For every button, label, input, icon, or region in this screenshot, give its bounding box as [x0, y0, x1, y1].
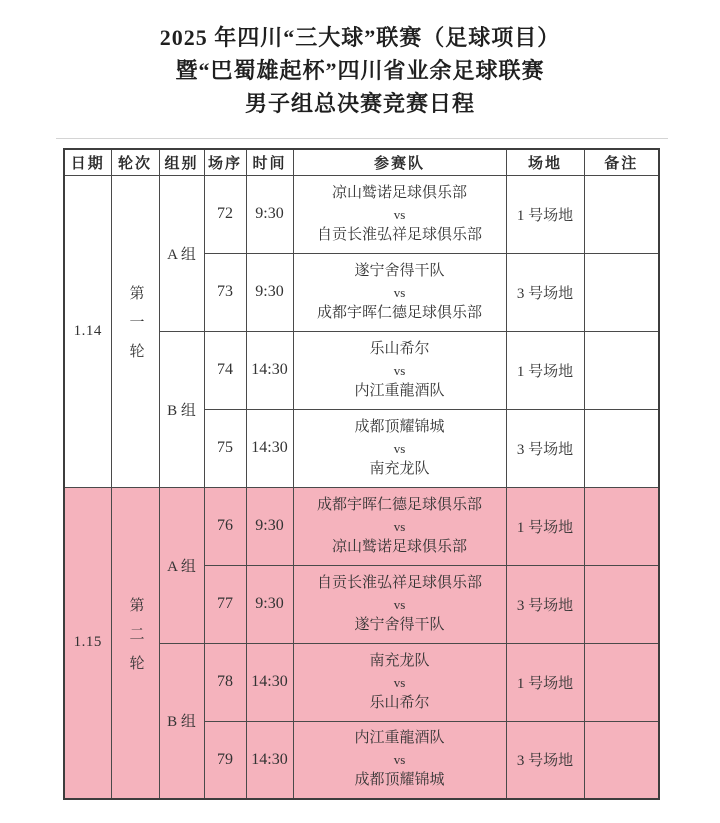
header-row — [64, 149, 659, 175]
title-line-3: 男子组总决赛竞赛日程 — [244, 91, 475, 116]
home-team: 遂宁舍得干队 — [354, 262, 445, 279]
note-cell — [584, 331, 659, 409]
document-title — [0, 0, 720, 120]
away-team: 自贡长淮弘祥足球俱乐部 — [316, 226, 482, 243]
vs-label: vs — [393, 674, 406, 690]
vs-label: vs — [393, 362, 406, 378]
match-time-cell: 9:30 — [246, 253, 293, 331]
match-time-cell: 9:30 — [246, 565, 293, 643]
title-line-1: 2025 年四川“三大球”联赛（足球项目） — [159, 25, 561, 50]
group-cell: B 组 — [159, 643, 204, 799]
match-no-cell: 77 — [204, 565, 246, 643]
home-team: 成都宇晖仁德足球俱乐部 — [316, 496, 482, 513]
venue-cell: 1 号场地 — [506, 331, 584, 409]
round-label: 第一轮 — [127, 285, 144, 372]
note-cell — [584, 565, 659, 643]
col-header-group: 组别 — [159, 149, 204, 175]
teams-cell — [293, 721, 506, 799]
col-header-time: 时间 — [246, 149, 293, 175]
match-time-cell: 9:30 — [246, 175, 293, 253]
note-cell — [584, 487, 659, 565]
venue-cell: 3 号场地 — [506, 721, 584, 799]
note-cell — [584, 409, 659, 487]
away-team: 南充龙队 — [369, 460, 430, 477]
schedule-table — [63, 148, 660, 800]
teams-cell — [293, 565, 506, 643]
match-no-cell: 73 — [204, 253, 246, 331]
home-team: 自贡长淮弘祥足球俱乐部 — [316, 574, 482, 591]
away-team: 内江重龍酒队 — [354, 382, 445, 399]
match-row — [64, 487, 659, 565]
col-header-round: 轮次 — [111, 149, 159, 175]
vs-label: vs — [393, 518, 406, 534]
note-cell — [584, 721, 659, 799]
round-cell — [111, 175, 159, 487]
venue-cell: 1 号场地 — [506, 643, 584, 721]
away-team: 凉山鹫诺足球俱乐部 — [331, 538, 467, 555]
date-cell: 1.14 — [64, 175, 111, 487]
home-team: 成都顶耀锦城 — [354, 418, 445, 435]
venue-cell: 3 号场地 — [506, 253, 584, 331]
col-header-match-no: 场序 — [204, 149, 246, 175]
vs-label: vs — [393, 206, 406, 222]
group-cell: A 组 — [159, 487, 204, 643]
home-team: 乐山希尔 — [369, 340, 430, 357]
away-team: 成都宇晖仁德足球俱乐部 — [316, 304, 482, 321]
venue-cell: 3 号场地 — [506, 409, 584, 487]
vs-label: vs — [393, 440, 406, 456]
group-cell: A 组 — [159, 175, 204, 331]
venue-cell: 1 号场地 — [506, 487, 584, 565]
col-header-teams: 参赛队 — [293, 149, 506, 175]
match-row — [64, 175, 659, 253]
match-no-cell: 76 — [204, 487, 246, 565]
vs-label: vs — [393, 284, 406, 300]
match-no-cell: 78 — [204, 643, 246, 721]
match-time-cell: 14:30 — [246, 643, 293, 721]
match-no-cell: 74 — [204, 331, 246, 409]
venue-cell: 3 号场地 — [506, 565, 584, 643]
col-header-note: 备注 — [584, 149, 659, 175]
away-team: 成都顶耀锦城 — [354, 772, 445, 789]
note-cell — [584, 175, 659, 253]
away-team: 遂宁舍得干队 — [354, 616, 445, 633]
teams-cell — [293, 487, 506, 565]
scan-artifact-line — [56, 138, 668, 139]
home-team: 凉山鹫诺足球俱乐部 — [331, 184, 467, 201]
match-no-cell: 75 — [204, 409, 246, 487]
title-line-2: 暨“巴蜀雄起杯”四川省业余足球联赛 — [175, 58, 545, 83]
teams-cell — [293, 409, 506, 487]
col-header-date: 日期 — [64, 149, 111, 175]
teams-cell — [293, 331, 506, 409]
vs-label: vs — [393, 596, 406, 612]
home-team: 内江重龍酒队 — [354, 730, 445, 747]
note-cell — [584, 643, 659, 721]
match-time-cell: 14:30 — [246, 331, 293, 409]
teams-cell — [293, 643, 506, 721]
venue-cell: 1 号场地 — [506, 175, 584, 253]
vs-label: vs — [393, 752, 406, 768]
match-time-cell: 14:30 — [246, 721, 293, 799]
col-header-venue: 场地 — [506, 149, 584, 175]
match-no-cell: 79 — [204, 721, 246, 799]
away-team: 乐山希尔 — [369, 694, 430, 711]
round-cell — [111, 487, 159, 799]
match-time-cell: 14:30 — [246, 409, 293, 487]
date-cell: 1.15 — [64, 487, 111, 799]
match-no-cell: 72 — [204, 175, 246, 253]
round-label: 第二轮 — [127, 596, 144, 684]
group-cell: B 组 — [159, 331, 204, 487]
match-time-cell: 9:30 — [246, 487, 293, 565]
teams-cell — [293, 175, 506, 253]
teams-cell — [293, 253, 506, 331]
note-cell — [584, 253, 659, 331]
home-team: 南充龙队 — [369, 652, 430, 669]
